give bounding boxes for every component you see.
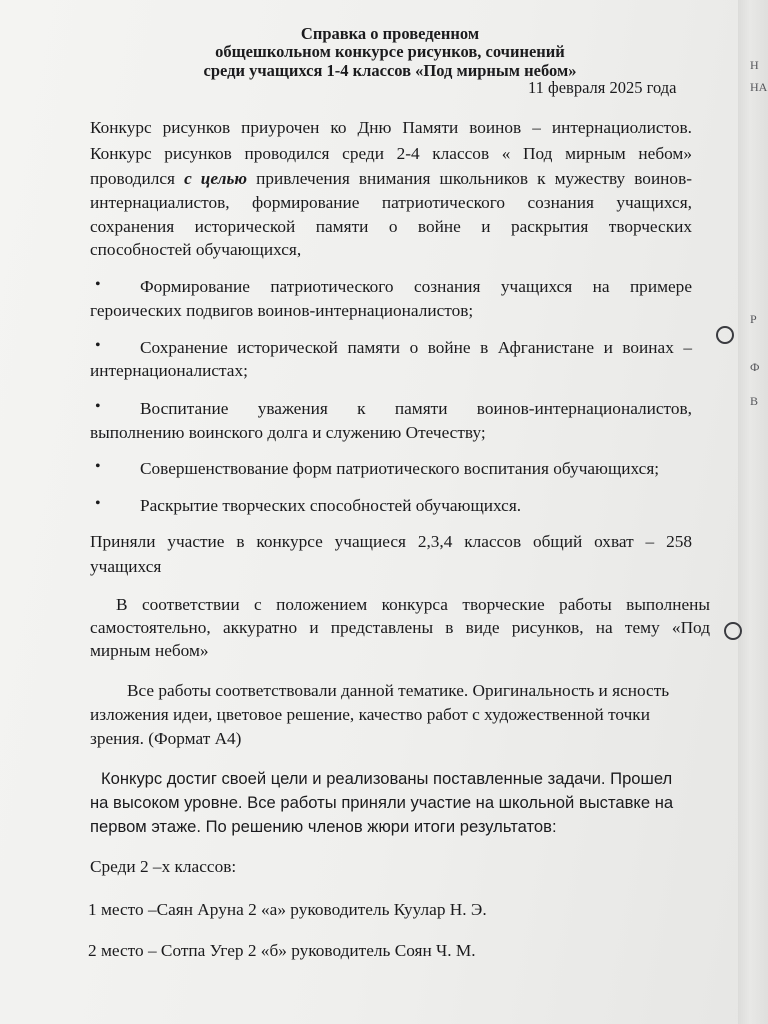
- margin-mark: НА: [750, 80, 768, 94]
- margin-mark: Ф: [750, 360, 760, 374]
- margin-mark: Р: [750, 312, 757, 326]
- bullet-item-continued: выполнению воинского долга и служению Отечеству;: [90, 423, 486, 442]
- conclusion-line: на высоком уровне. Все работы приняли участие на школьной выставке на: [90, 793, 674, 812]
- punch-hole-icon: [724, 622, 742, 640]
- margin-mark: Н: [750, 58, 759, 72]
- intro-text: привлечения внимания школьников к мужеству воинов-: [247, 169, 692, 188]
- compliance-line: мирным небом»: [90, 641, 209, 660]
- participation-line: учащихся: [90, 557, 162, 576]
- conclusion-line: первом этаже. По решению членов жюри итоги результатов:: [90, 817, 557, 836]
- bullet-icon: •: [95, 337, 101, 354]
- bullet-item-continued: интернационалистах;: [90, 361, 248, 380]
- bullet-item: Воспитание уважения к памяти воинов-интернационалистов,: [140, 399, 692, 418]
- bullet-item: Раскрытие творческих способностей обучающихся.: [140, 496, 522, 515]
- bullet-icon: •: [95, 276, 101, 293]
- bullet-item: Сохранение исторической памяти о войне в Афганистане и воинах –: [140, 338, 692, 357]
- title-line-2: общешкольном конкурсе рисунков, сочинений: [215, 42, 565, 61]
- evaluation-line: Все работы соответствовали данной тематике. Оригинальность и ясность: [127, 681, 670, 700]
- evaluation-line: зрения. (Формат А4): [90, 729, 242, 748]
- intro-line: интернациалистов, формирование патриотического сознания учащихся,: [90, 193, 692, 212]
- result-place-2: 2 место – Сотпа Угер 2 «б» руководитель Соян Ч. М.: [88, 941, 476, 960]
- intro-line: Конкурс рисунков приурочен ко Дню Памяти воинов – интернациолистов.: [90, 118, 692, 137]
- bullet-item: Формирование патриотического сознания учащихся на примере: [140, 277, 692, 296]
- compliance-line: самостоятельно, аккуратно и представлены в виде рисунков, на тему «Под: [90, 618, 710, 637]
- intro-text: проводился: [90, 169, 185, 188]
- punch-hole-icon: [716, 326, 734, 344]
- evaluation-line: изложения идеи, цветовое решение, качество работ с художественной точки: [90, 705, 650, 724]
- intro-line: способностей обучающихся,: [90, 240, 302, 259]
- bullet-item-continued: героических подвигов воинов-интернационалистов;: [90, 301, 474, 320]
- emphasis-text: с целью: [184, 169, 248, 188]
- participation-line: Приняли участие в конкурсе учащиеся 2,3,4 классов общий охват – 258: [90, 532, 692, 551]
- title-line-3: среди учащихся 1-4 классов «Под мирным небом»: [203, 61, 577, 80]
- intro-line: Конкурс рисунков проводился среди 2-4 классов « Под мирным небом»: [90, 144, 692, 163]
- result-place-1: 1 место –Саян Аруна 2 «а» руководитель Куулар Н. Э.: [88, 900, 487, 919]
- intro-line: [90, 168, 692, 190]
- bullet-icon: •: [95, 495, 101, 512]
- compliance-line: В соответствии с положением конкурса творческие работы выполнены: [116, 595, 710, 614]
- bullet-item: Совершенствование форм патриотического воспитания обучающихся;: [140, 459, 660, 478]
- results-heading: Среди 2 –х классов:: [90, 857, 237, 876]
- bullet-icon: •: [95, 398, 101, 415]
- adjacent-page-edge: [738, 0, 768, 1024]
- intro-line: сохранения исторической памяти о войне и раскрытия творческих: [90, 217, 692, 236]
- bullet-icon: •: [95, 458, 101, 475]
- margin-mark: В: [750, 394, 759, 408]
- conclusion-line: Конкурс достиг своей цели и реализованы поставленные задачи. Прошел: [101, 769, 673, 788]
- document-date: 11 февраля 2025 года: [528, 78, 677, 97]
- title-line-1: Справка о проведенном: [300, 24, 480, 43]
